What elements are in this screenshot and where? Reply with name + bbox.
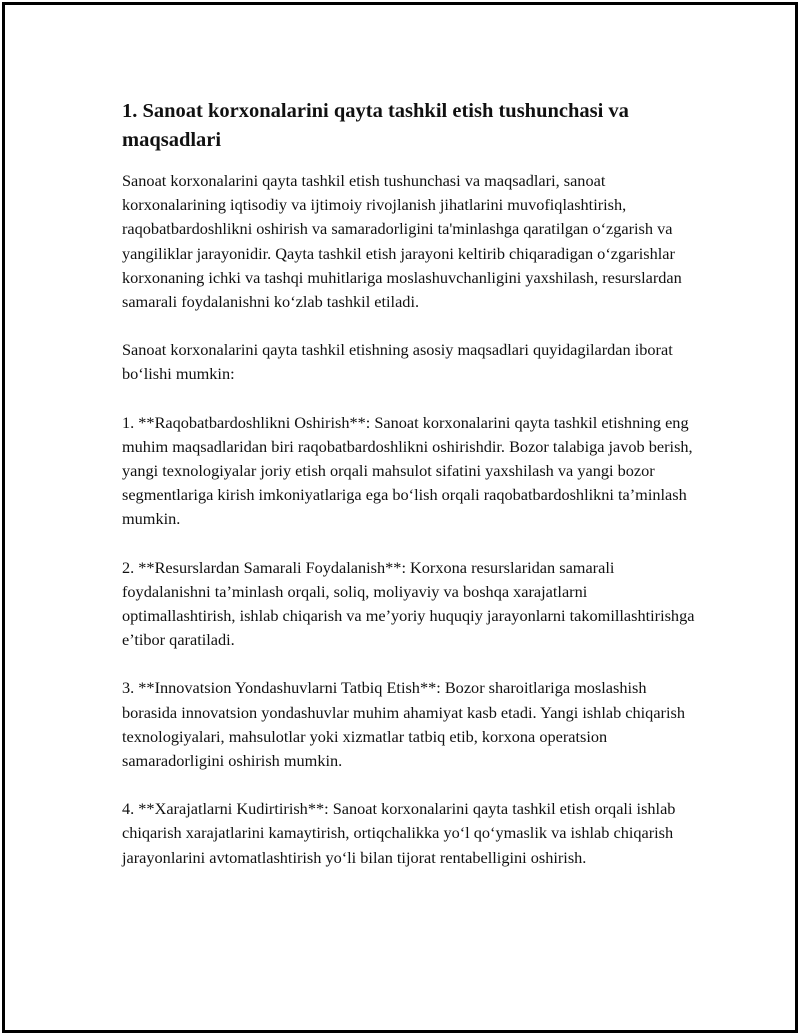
paragraph-goal-4: 4. **Xarajatlarni Kudirtirish**: Sanoat korxonalarini qayta tashkil etish orqali ishlab chiqarish xarajatlarini kamaytirish, ortiqchalikka yo‘l qo‘ymaslik va ishlab chiqarish jarayonlarini avtomatlashtirish yo‘li bilan tijorat rentabelligini oshirish. [122,799,676,867]
section-heading: 1. Sanoat korxonalarini qayta tashkil etish tushunchasi va maqsadlari [122,100,629,151]
document-page [2,2,798,1033]
document-body [122,97,702,894]
paragraph-goal-2: 2. **Resurslardan Samarali Foydalanish**: Korxona resurslaridan samarali foydalanishni ta’minlash orqali, soliq, moliyaviy va boshqa xarajatlarni optimallashtirish, ishlab chiqarish va me’yoriy huquqiy jarayonlarni takomillashtirishga e’tibor qaratiladi. [122,557,695,650]
paragraph-intro: Sanoat korxonalarini qayta tashkil etish tushunchasi va maqsadlari, sanoat korxonalarining iqtisodiy va ijtimoiy rivojlanish jihatlarini muvofiqlashtirish, raqobatbardoshlikni oshirish va samaradorligini ta'minlashga qaratilgan o‘zgarish va yangiliklar jarayonidir. Qayta tashkil etish jarayoni keltirib chiqaradigan o‘zgarishlar korxonaning ichki va tashqi muhitlariga moslashuvchanligini yaxshilash, resurslardan samarali foydalanishni ko‘zlab tashkil etiladi. [122,171,682,312]
paragraph-goal-1: 1. **Raqobatbardoshlikni Oshirish**: Sanoat korxonalarini qayta tashkil etishning eng muhim maqsadlaridan biri raqobatbardoshlikni oshirishdir. Bozor talabiga javob berish, yangi texnologiyalar joriy etish orqali mahsulot sifatini yaxshilash va yangi bozor segmentlariga kirish imkoniyatlariga ega bo‘lish orqali raqobatbardoshlikni ta’minlash mumkin. [122,412,693,529]
paragraph-goals-intro: Sanoat korxonalarini qayta tashkil etishning asosiy maqsadlari quyidagilardan iborat bo‘lishi mumkin: [122,340,673,384]
paragraph-goal-3: 3. **Innovatsion Yondashuvlarni Tatbiq Etish**: Bozor sharoitlariga moslashish borasida innovatsion yondashuvlar muhim ahamiyat kasb etadi. Yangi ishlab chiqarish texnologiyalari, mahsulotlar yoki xizmatlar tatbiq etib, korxona operatsion samaradorligini oshirish mumkin. [122,678,685,771]
